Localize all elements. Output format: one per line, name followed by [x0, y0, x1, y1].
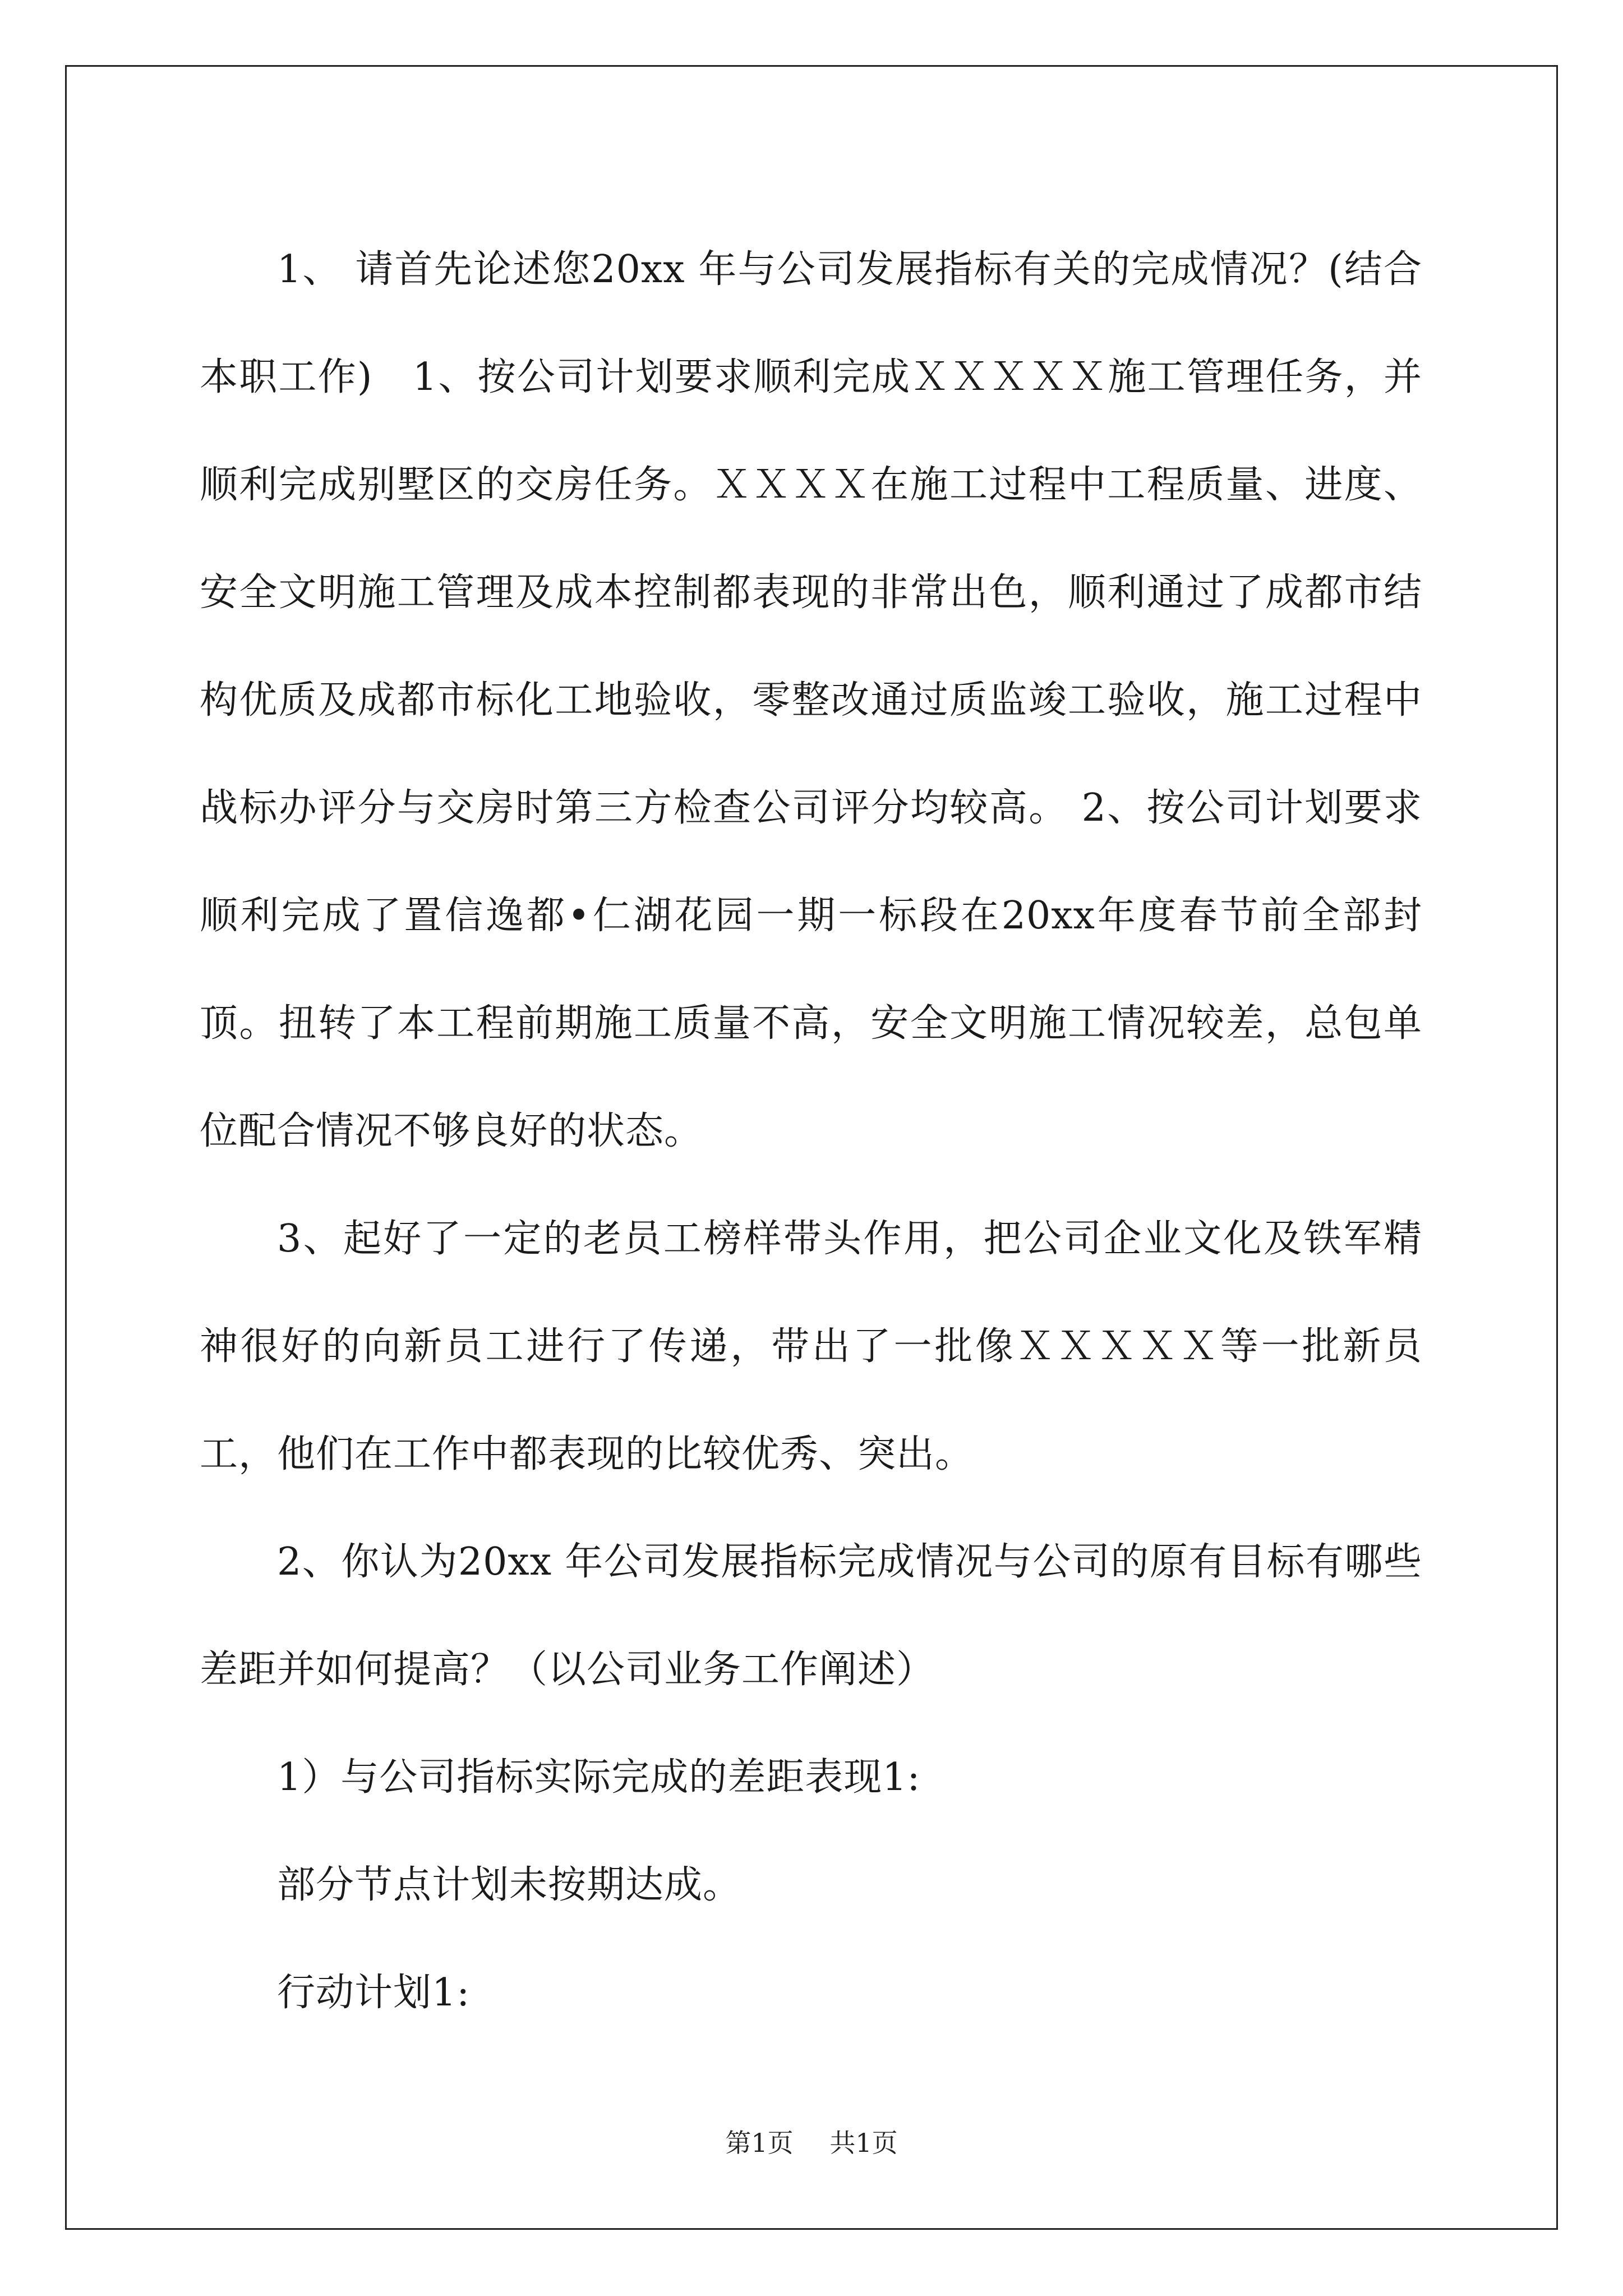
- paragraph-6: 行动计划1:: [277, 1971, 471, 2015]
- paragraph-1: 1、 请首先论述您20xx 年与公司发展指标有关的完成情况？(结合本职工作) 1、按公司计划要求顺利完成ＸＸＸＸＸ施工管理任务，并顺利完成别墅区的交房任务。ＸＸＸＸ在施工过程中工程质量、进度、安全文明施工管理及成本控制都表现的非常出色，顺利通过了成都市结构优质及成都市标化工地验收，零整改通过质监竣工验收，施工过程中战标办评分与交房时第三方检查公司评分均较高。 2、按公司计划要求顺利完成了置信逸都•仁湖花园一期一标段在20xx年度春节前全部封顶。扭转了本工程前期施工质量不高，安全文明施工情况较差，总包单位配合情况不够良好的状态。: [200, 247, 1422, 1153]
- paragraph-2: 3、起好了一定的老员工榜样带头作用，把公司企业文化及铁军精神很好的向新员工进行了传递，带出了一批像ＸＸＸＸＸ等一批新员工，他们在工作中都表现的比较优秀、突出。: [200, 1217, 1422, 1476]
- paragraph-3: 2、你认为20xx 年公司发展指标完成情况与公司的原有目标有哪些差距并如何提高？（以公司业务工作阐述）: [200, 1540, 1422, 1692]
- paragraph-4: 1）与公司指标实际完成的差距表现1:: [277, 1755, 921, 1800]
- page-number-total: 共1页: [829, 2128, 898, 2158]
- paragraph-5: 部分节点计划未按期达成。: [277, 1863, 742, 1907]
- document-body: [200, 216, 1422, 2047]
- page-footer: [0, 2126, 1623, 2160]
- page-number-current: 第1页: [725, 2128, 794, 2158]
